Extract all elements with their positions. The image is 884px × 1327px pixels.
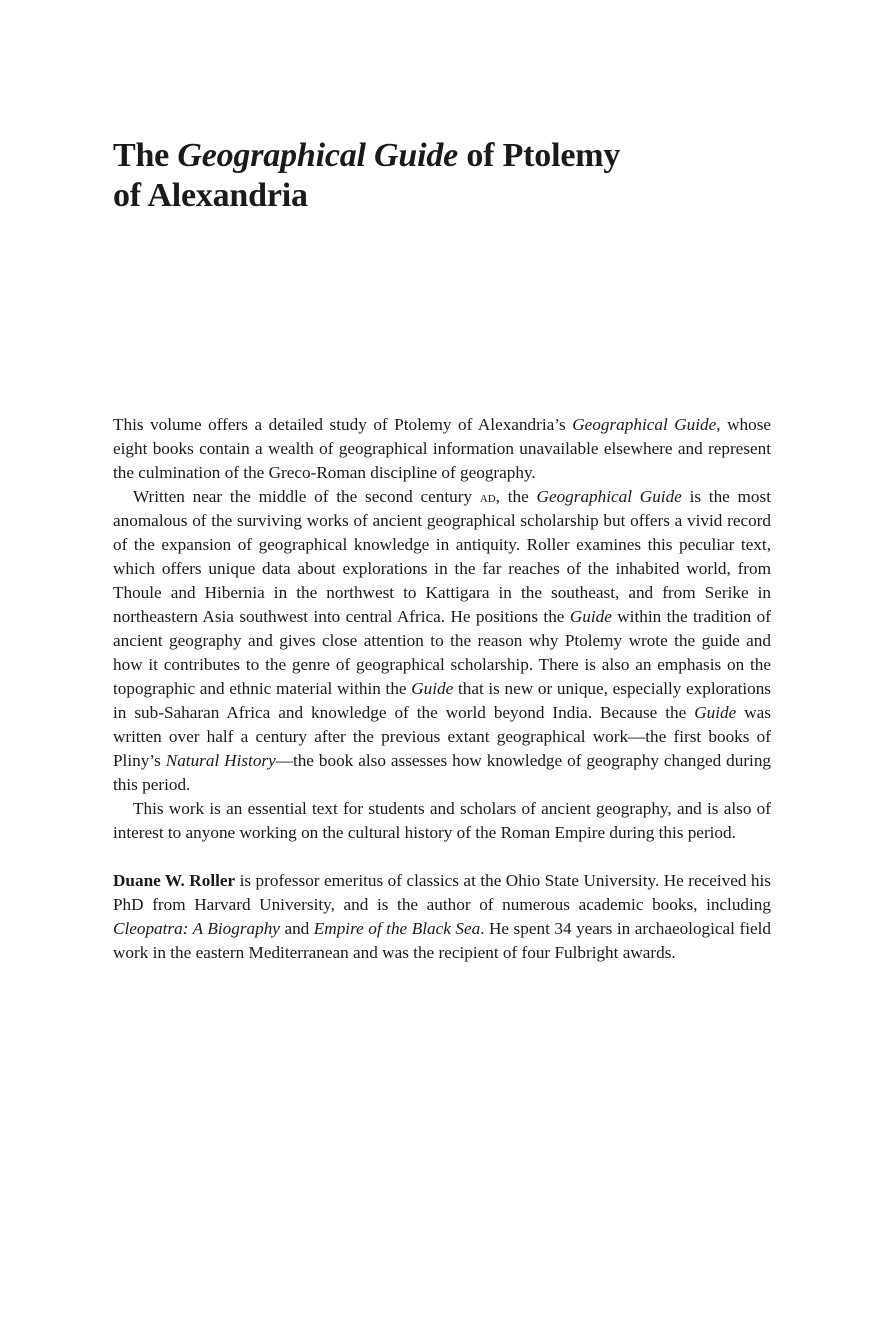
text-run: , the [495,487,537,506]
italic-run: Cleopatra: A Biography [113,919,280,938]
description-paragraph-2 [113,485,771,797]
author-name: Duane W. Roller [113,871,236,890]
text-run: is the most anomalous of the surviving works of ancient geographical scholarship but offers a vivid record of the expansion of geographical knowledge in antiquity. Roller examines this peculiar text, which offers unique data about explorations in the far reaches of the inhabited world, from Thoule and Hibernia in the northwest to Kattigara in the southeast, and from Serike in northeastern Asia southwest into central Africa. He positions the [113,487,771,626]
text-run: This volume offers a detailed study of Ptolemy of Alexandria’s [113,415,573,434]
description-paragraph-1 [113,413,771,485]
italic-run: Geographical Guide [536,487,682,506]
text-run: —the book also assesses how knowledge of geography changed during this period. [113,751,772,794]
italic-run: Empire of the Black Sea [313,919,481,938]
italic-run: Natural History [165,751,276,770]
text-run: and [279,919,314,938]
description-paragraph-3: This work is an essential text for students and scholars of ancient geography, and is also of interest to anyone working on the cultural history of the Roman Empire during this period. [113,799,771,842]
text-run: , whose eight books contain a wealth of geographical information unavailable elsewhere and represent the culmination of the Greco-Roman discipline of geography. [113,415,772,482]
title-italic: Geographical Guide [177,137,459,174]
book-title [113,136,773,216]
italic-run: Guide [694,703,737,722]
author-bio [113,869,771,965]
title-suffix: of Ptolemy [458,137,621,174]
smallcaps-run: ad [479,487,496,506]
text-run: that is new or unique, especially explorations in sub-Saharan Africa and knowledge of the world beyond India. Because the [113,679,771,722]
italic-run: Geographical Guide [572,415,717,434]
text-run: Written near the middle of the second century [133,487,480,506]
italic-run: Guide [569,607,612,626]
book-description [113,413,771,965]
title-prefix: The [113,137,178,174]
text-run: within the tradition of ancient geography and gives close attention to the reason why Ptolemy wrote the guide and how it contributes to the genre of geographical scholarship. There is also an emphasis on the topographic and ethnic material within the [113,607,771,698]
text-run: . He spent 34 years in archaeological field work in the eastern Mediterranean and was the recipient of four Fulbright awards. [113,919,771,962]
title-line-2: of Alexandria [113,177,308,214]
text-run: is professor emeritus of classics at the Ohio State University. He received his PhD from Harvard University, and is the author of numerous academic books, including [113,871,771,914]
text-run: was written over half a century after the previous extant geographical work—the first books of Pliny’s [113,703,771,770]
italic-run: Guide [411,679,454,698]
title-line-1 [113,136,773,176]
